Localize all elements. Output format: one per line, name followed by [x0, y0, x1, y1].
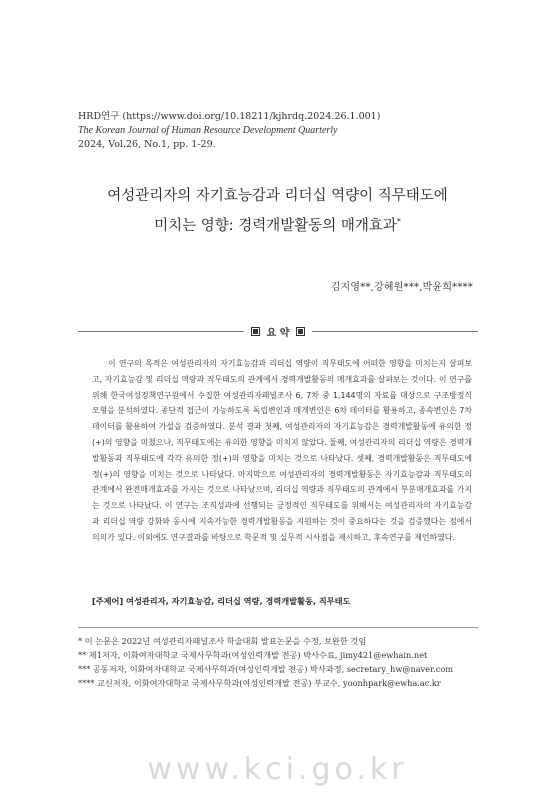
footnote-item: *** 공동저자, 이화여자대학교 국제사무학과(여성인력개발 전공) 박사과정, secretary_hw@naver.com	[78, 664, 454, 674]
issue-line: 2024, Vol.26, No.1, pp. 1-29.	[78, 139, 216, 150]
square-bullet-icon	[251, 327, 260, 336]
heading-rule-right	[312, 331, 478, 332]
footnote-item: * 이 논문은 2022년 여성관리자패널조사 학술대회 발표논문을 수정, 보완한 것임	[78, 636, 367, 646]
keywords: [주제어] 여성관리자, 자기효능감, 리더십 역량, 경력개발활동, 직무태도	[92, 596, 351, 606]
abstract-label: 요 약	[266, 328, 290, 339]
title-line-2: 미치는 영향: 경력개발활동의 매개효과	[154, 217, 397, 234]
footnote-item: ** 제1저자, 이화여자대학교 국제사무학과(여성인력개발 전공) 박사수료, jimy421@ewhain.net	[78, 650, 428, 660]
author-list: 김지영**,강혜원***,박윤희****	[330, 282, 473, 293]
abstract-heading	[78, 324, 478, 338]
footnotes	[78, 634, 453, 690]
journal-name: The Korean Journal of Human Resource Development Quarterly	[78, 125, 338, 136]
square-bullet-icon	[296, 327, 305, 336]
title-footnote-mark: *	[396, 217, 401, 226]
journal-header	[78, 110, 380, 152]
footnote-divider	[78, 627, 478, 628]
title-line-1: 여성관리자의 자기효능감과 리더십 역량이 직무태도에	[107, 188, 448, 204]
title-line-2-wrap	[40, 209, 515, 239]
kci-watermark: www.kci.go.kr	[147, 752, 408, 787]
abstract-text: 이 연구의 목적은 여성관리자의 자기효능감과 리더십 역량이 직무태도에 어떠한 영향을 미치는지 살펴보고, 자기효능감 및 리더십 역량과 직무태도의 관계에서 경력개발활동의 매개효과를 살펴보는 것이다. 이 연구를 위해 한국여성정책연구원에서 수집한 여성관리자패널조사 6, 7차 중 1,144명의 자료를 대상으로 구조방정식 모형을 분석하였다. 종단적 접근이 가능하도록 독립변인과 매개변인은 6차 데이터를 활용하고, 종속변인은 7차 데이터를 활용하여 가설을 검증하였다. 분석 결과 첫째, 여성관리자의 자기효능감은 경력개발활동에 유의한 정(+)의 영향을 미쳤으나, 직무태도에는 유의한 영향을 미치지 않았다. 둘째, 여성관리자의 리더십 역량은 경력개발활동과 직무태도에 각각 유의한 정(+)의 영향을 미치는 것으로 나타났다. 셋째, 경력개발활동은 직무태도에 정(+)의 영향을 미치는 것으로 나타났다. 마지막으로 여성관리자의 경력개발활동은 자기효능감과 직무태도의 관계에서 완전매개효과를 가지는 것으로 나타났으며, 리더십 역량과 직무태도의 관계에서 부분매개효과를 가지는 것으로 나타났다. 이 연구는 조직성과에 선행되는 긍정적인 직무태도를 위해서는 여성관리자의 자기효능감과 리더십 역량 강화와 동시에 지속가능한 경력개발활동을 지원하는 것이 중요하다는 것을 검증했다는 점에서 의의가 있다. 이외에도 연구결과를 바탕으로 학문적 및 실무적 시사점을 제시하고, 후속연구를 제언하였다.	[92, 359, 472, 542]
doi-line: HRD연구 (https://www.doi.org/10.18211/kjhrdq.2024.26.1.001)	[78, 111, 381, 122]
footnote-item: **** 교신저자, 이화여자대학교 국제사무학과(여성인력개발 전공) 부교수, yoonhpark@ewha.ac.kr	[78, 678, 441, 688]
paper-title	[40, 184, 515, 239]
